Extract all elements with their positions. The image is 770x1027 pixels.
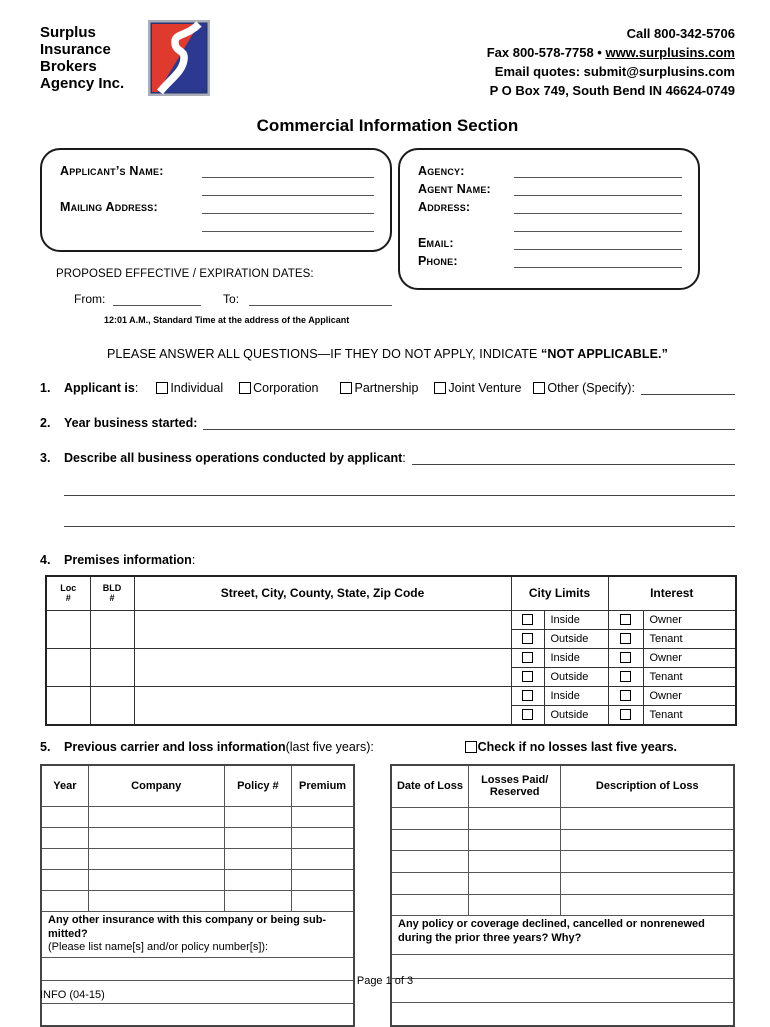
company-cell[interactable]: [88, 849, 224, 870]
paid-cell[interactable]: [468, 808, 561, 830]
carrier-row: [41, 891, 354, 912]
option-individual[interactable]: Individual: [156, 381, 223, 395]
agency-email-field[interactable]: [514, 236, 682, 250]
no-losses-label: Check if no losses last five years.: [478, 740, 677, 754]
owner-checkbox[interactable]: [620, 614, 631, 625]
city-limits-header: City Limits: [511, 576, 608, 610]
owner-label: Owner: [643, 686, 736, 705]
date-cell[interactable]: [391, 808, 468, 830]
page-number: Page 1 of 3: [0, 975, 770, 987]
applicant-name-field-2[interactable]: [202, 182, 374, 196]
tenant-checkbox[interactable]: [620, 633, 631, 644]
agency-phone-label: Phone:: [418, 254, 514, 268]
premium-header: Premium: [292, 765, 354, 807]
loc-cell[interactable]: [46, 686, 90, 725]
street-cell[interactable]: [134, 686, 511, 725]
owner-checkbox-cell[interactable]: [608, 610, 643, 629]
question-1-number: 1.: [40, 381, 64, 395]
bld-cell[interactable]: [90, 686, 134, 725]
carrier-header-row: [41, 765, 354, 807]
question-4: 4. Premises information :: [40, 553, 735, 567]
question-2-label: Year business started:: [64, 416, 197, 430]
applicant-box: [40, 148, 392, 252]
premises-row: [46, 686, 736, 705]
operations-field-line2[interactable]: [64, 495, 735, 496]
date-cell[interactable]: [391, 894, 468, 916]
question-1-label: Applicant is: [64, 381, 135, 395]
loss-row: [391, 829, 734, 851]
instruction-bold: “NOT APPLICABLE.”: [541, 347, 668, 361]
question-5-number: 5.: [40, 740, 64, 754]
other-insurance-answer-cell[interactable]: [41, 1003, 354, 1026]
year-cell[interactable]: [41, 828, 88, 849]
contact-fax: Fax 800-578-7758 •: [487, 45, 606, 60]
agency-email-label: Email:: [418, 236, 514, 250]
owner-checkbox[interactable]: [620, 690, 631, 701]
premium-cell[interactable]: [292, 870, 354, 891]
question-3-label: Describe all business operations conducted by applicant: [64, 451, 402, 465]
premium-cell[interactable]: [292, 807, 354, 828]
agency-address-label: Address:: [418, 200, 514, 214]
outside-label: Outside: [544, 667, 608, 686]
question-5-label: Previous carrier and loss information: [64, 740, 286, 754]
website-link[interactable]: www.surplusins.com: [605, 45, 735, 60]
loss-row: [391, 851, 734, 873]
company-name-line: Agency Inc.: [40, 75, 124, 92]
inside-checkbox[interactable]: [522, 690, 533, 701]
tenant-checkbox-cell[interactable]: [608, 629, 643, 648]
tenant-label: Tenant: [643, 705, 736, 725]
question-2: [40, 416, 735, 430]
agency-phone-field[interactable]: [514, 254, 682, 268]
year-header: Year: [41, 765, 88, 807]
option-corporation[interactable]: Corporation: [239, 381, 318, 395]
premises-row: [46, 648, 736, 667]
company-name: [40, 18, 124, 92]
loss-table: [390, 764, 735, 1027]
company-header: Company: [88, 765, 224, 807]
applicant-name-label: Applicant’s Name:: [60, 164, 202, 178]
inside-checkbox-cell[interactable]: [511, 610, 544, 629]
inside-checkbox[interactable]: [522, 614, 533, 625]
declined-answer-cell[interactable]: [391, 1002, 734, 1026]
policy-header: Policy #: [224, 765, 291, 807]
company-name-line: Surplus: [40, 24, 124, 41]
page-title: Commercial Information Section: [40, 116, 735, 136]
outside-checkbox-cell[interactable]: [511, 667, 544, 686]
premium-cell[interactable]: [292, 828, 354, 849]
year-started-field[interactable]: [203, 417, 735, 430]
agency-field[interactable]: [514, 164, 682, 178]
other-checkbox[interactable]: [533, 382, 545, 394]
street-cell[interactable]: [134, 648, 511, 686]
paid-cell[interactable]: [468, 829, 561, 851]
policy-cell[interactable]: [224, 870, 291, 891]
from-label: From:: [74, 292, 105, 306]
tenant-label: Tenant: [643, 629, 736, 648]
losses-paid-header: Losses Paid/ Reserved: [468, 765, 561, 808]
desc-cell[interactable]: [561, 808, 734, 830]
loss-row: [391, 873, 734, 895]
outside-checkbox[interactable]: [522, 671, 533, 682]
inside-checkbox-cell[interactable]: [511, 686, 544, 705]
street-header: Street, City, County, State, Zip Code: [134, 576, 511, 610]
tenant-label: Tenant: [643, 667, 736, 686]
dates-heading: PROPOSED EFFECTIVE / EXPIRATION DATES:: [56, 268, 392, 280]
premium-cell[interactable]: [292, 849, 354, 870]
to-label: To:: [223, 292, 239, 306]
instruction-line: [40, 347, 735, 361]
inside-label: Inside: [544, 686, 608, 705]
desc-cell[interactable]: [561, 829, 734, 851]
company-name-line: Insurance: [40, 41, 124, 58]
date-cell[interactable]: [391, 873, 468, 895]
contact-fax-line: [487, 43, 735, 62]
policy-cell[interactable]: [224, 828, 291, 849]
premises-row: [46, 610, 736, 629]
company-cell[interactable]: [88, 828, 224, 849]
contact-email: Email quotes: submit@surplusins.com: [487, 62, 735, 81]
company-logo: [148, 20, 210, 96]
paid-cell[interactable]: [468, 894, 561, 916]
outside-label: Outside: [544, 705, 608, 725]
carrier-table: [40, 764, 355, 1027]
premises-table: [45, 575, 737, 726]
carrier-row: [41, 870, 354, 891]
agency-label: Agency:: [418, 164, 514, 178]
outside-checkbox-cell[interactable]: [511, 629, 544, 648]
question-4-number: 4.: [40, 553, 64, 567]
loss-note-row: [391, 916, 734, 955]
tenant-checkbox-cell[interactable]: [608, 667, 643, 686]
partnership-checkbox[interactable]: [340, 382, 352, 394]
interest-header: Interest: [608, 576, 736, 610]
outside-label: Outside: [544, 629, 608, 648]
year-cell[interactable]: [41, 870, 88, 891]
policy-cell[interactable]: [224, 849, 291, 870]
option-other[interactable]: Other (Specify):: [533, 381, 635, 395]
no-losses-checkbox[interactable]: [465, 741, 477, 753]
mailing-address-label: Mailing Address:: [60, 200, 202, 214]
loss-tables: [40, 764, 735, 1027]
mailing-address-field[interactable]: [202, 200, 374, 214]
agency-box: [398, 148, 700, 290]
inside-label: Inside: [544, 648, 608, 667]
carrier-note-row: [41, 912, 354, 958]
agent-name-field[interactable]: [514, 182, 682, 196]
year-cell[interactable]: [41, 849, 88, 870]
owner-checkbox-cell[interactable]: [608, 648, 643, 667]
desc-cell[interactable]: [561, 873, 734, 895]
company-logo-icon: [148, 20, 210, 96]
question-5-suffix: (last five years):: [286, 740, 374, 754]
loc-cell[interactable]: [46, 610, 90, 648]
agency-address-field[interactable]: [514, 200, 682, 214]
owner-label: Owner: [643, 648, 736, 667]
loc-cell[interactable]: [46, 648, 90, 686]
owner-checkbox-cell[interactable]: [608, 686, 643, 705]
declined-question: Any policy or coverage declined, cancelled or nonrenewed during the prior three years? Why?: [391, 916, 734, 955]
option-joint-venture[interactable]: Joint Venture: [434, 381, 521, 395]
contact-call: Call 800-342-5706: [487, 24, 735, 43]
inside-label: Inside: [544, 610, 608, 629]
premises-header-row: [46, 576, 736, 610]
loss-row: [391, 808, 734, 830]
loss-row: [391, 894, 734, 916]
header: [40, 18, 735, 100]
loc-header: Loc #: [46, 576, 90, 610]
operations-field[interactable]: [412, 452, 735, 465]
company-cell[interactable]: [88, 870, 224, 891]
outside-checkbox[interactable]: [522, 633, 533, 644]
top-boxes: [40, 148, 735, 325]
applicant-name-field[interactable]: [202, 164, 374, 178]
premium-cell[interactable]: [292, 891, 354, 912]
bld-header: BLD #: [90, 576, 134, 610]
date-cell[interactable]: [391, 851, 468, 873]
date-cell[interactable]: [391, 829, 468, 851]
inside-checkbox[interactable]: [522, 652, 533, 663]
inside-checkbox-cell[interactable]: [511, 648, 544, 667]
question-3: 3. Describe all business operations conducted by applicant :: [40, 451, 735, 465]
instruction-prefix: PLEASE ANSWER ALL QUESTIONS—IF THEY DO NOT APPLY, INDICATE: [107, 347, 541, 361]
from-date-field[interactable]: [113, 293, 201, 306]
question-1: 1. Applicant is : Individual Corporation Partnership Joint Venture Other (Specify):: [40, 381, 735, 395]
agency-address-field-2[interactable]: [514, 218, 682, 232]
year-cell[interactable]: [41, 891, 88, 912]
bld-cell[interactable]: [90, 648, 134, 686]
contact-block: [487, 18, 735, 100]
desc-cell[interactable]: [561, 851, 734, 873]
form-code: INFO (04-15): [40, 989, 105, 1001]
street-cell[interactable]: [134, 610, 511, 648]
standard-time-note: 12:01 A.M., Standard Time at the address of the Applicant: [56, 315, 392, 325]
no-losses-option[interactable]: [465, 740, 677, 754]
tenant-checkbox[interactable]: [620, 671, 631, 682]
corporation-checkbox[interactable]: [239, 382, 251, 394]
outside-checkbox-cell[interactable]: [511, 705, 544, 725]
other-insurance-question: Any other insurance with this company or being sub-mitted? (Please list name[s] and/or policy number[s]):: [41, 912, 354, 958]
footer: [0, 975, 770, 987]
paid-cell[interactable]: [468, 873, 561, 895]
question-4-label: Premises information: [64, 553, 192, 567]
policy-cell[interactable]: [224, 891, 291, 912]
carrier-row: [41, 849, 354, 870]
year-cell[interactable]: [41, 807, 88, 828]
bld-cell[interactable]: [90, 610, 134, 648]
date-of-loss-header: Date of Loss: [391, 765, 468, 808]
carrier-row: [41, 828, 354, 849]
desc-cell[interactable]: [561, 894, 734, 916]
policy-cell[interactable]: [224, 807, 291, 828]
paid-cell[interactable]: [468, 851, 561, 873]
other-specify-field[interactable]: [641, 382, 735, 395]
company-name-line: Brokers: [40, 58, 124, 75]
loss-header-row: [391, 765, 734, 808]
company-cell[interactable]: [88, 807, 224, 828]
outside-checkbox[interactable]: [522, 709, 533, 720]
question-3-number: 3.: [40, 451, 64, 465]
to-date-field[interactable]: [249, 293, 392, 306]
mailing-address-field-2[interactable]: [202, 218, 374, 232]
agent-name-label: Agent Name:: [418, 182, 514, 196]
loss-answer-row: [391, 1002, 734, 1026]
carrier-row: [41, 807, 354, 828]
description-header: Description of Loss: [561, 765, 734, 808]
question-5: [40, 740, 735, 754]
owner-checkbox[interactable]: [620, 652, 631, 663]
joint-venture-checkbox[interactable]: [434, 382, 446, 394]
contact-address: P O Box 749, South Bend IN 46624-0749: [487, 81, 735, 100]
option-partnership[interactable]: Partnership: [340, 381, 418, 395]
question-2-number: 2.: [40, 416, 64, 430]
company-cell[interactable]: [88, 891, 224, 912]
operations-field-line3[interactable]: [64, 526, 735, 527]
tenant-checkbox-cell[interactable]: [608, 705, 643, 725]
tenant-checkbox[interactable]: [620, 709, 631, 720]
owner-label: Owner: [643, 610, 736, 629]
carrier-answer-row: [41, 1003, 354, 1026]
individual-checkbox[interactable]: [156, 382, 168, 394]
dates-section: [40, 268, 392, 325]
